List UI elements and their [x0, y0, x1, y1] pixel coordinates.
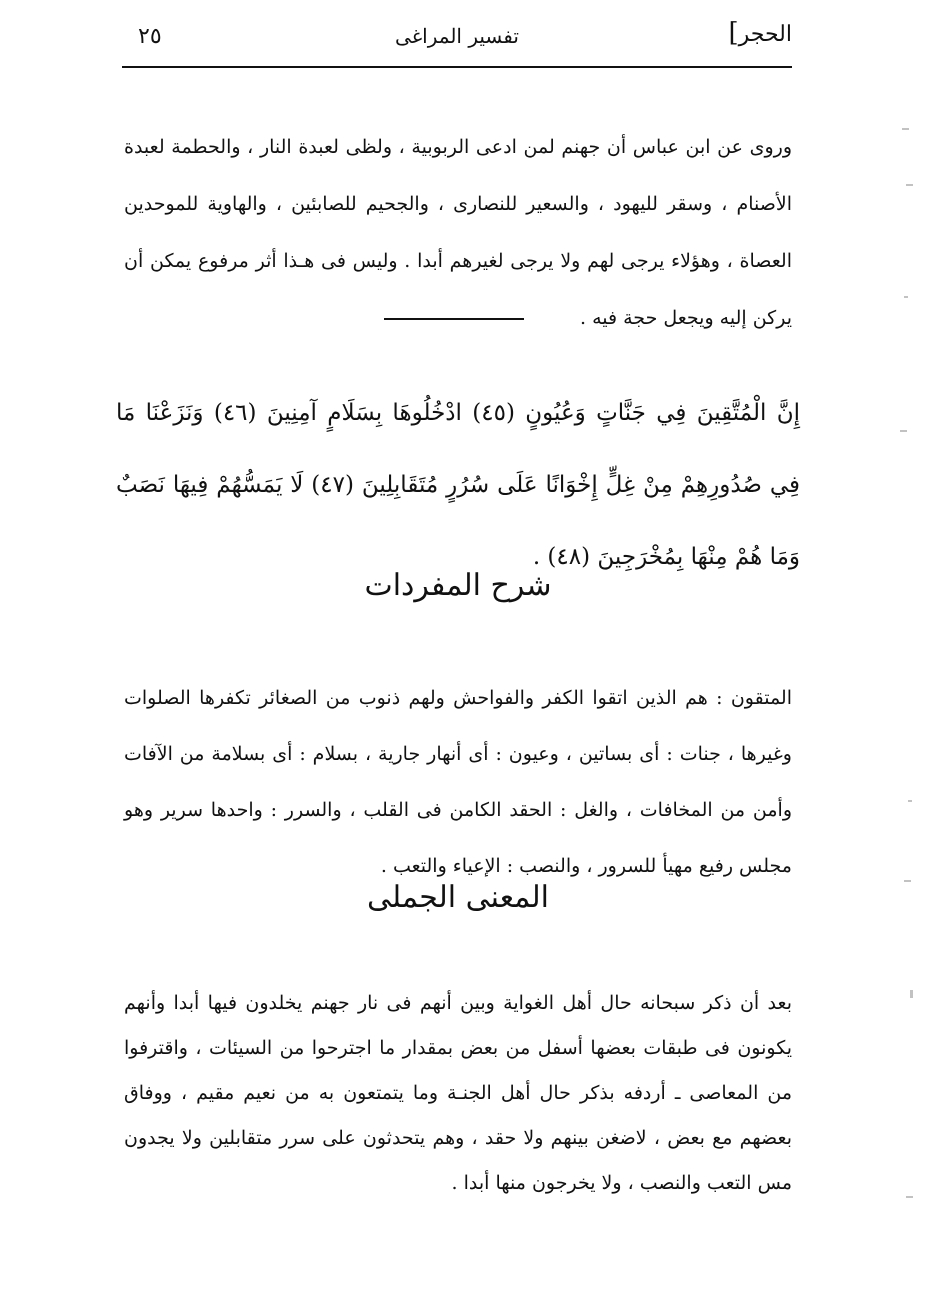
- vocabulary-paragraph: المتقون : هم الذين اتقوا الكفر والفواحش ولهم ذنوب من الصغائر تكفرها الصلوات وغيرها ، جنات : أى بساتين ، وعيون : أى أنهار جارية ، بسلام : أى بسلامة من الآفات وأمن من المخافات ، والغل : الحقد الكامن فى القلب ، والسرر : واحدها سرير وهو مجلس رفيع مهيأ للسرور ، والنصب : الإعياء والتعب .: [124, 687, 792, 877]
- scan-speck: [908, 800, 912, 802]
- scan-speck: [906, 184, 913, 186]
- vocabulary-heading: شرح المفردات: [364, 568, 552, 603]
- surah-label: الحجر: [738, 22, 792, 47]
- meaning-heading: المعنى الجملى: [366, 880, 549, 915]
- scan-speck: [902, 128, 909, 130]
- scan-speck: [906, 1196, 913, 1198]
- scan-speck: [904, 296, 908, 298]
- narration-paragraph: وروى عن ابن عباس أن جهنم لمن ادعى الربوبية ، ولظى لعبدة النار ، والحطمة لعبدة الأصنام ، وسقر لليهود ، والسعير للنصارى ، والجحيم للصابئين ، والهاوية للموحدين العصاة ، وهؤلاء يرجى لهم ولا يرجى لغيرهم أبدا . وليس فى هـذا أثر مرفوع يمكن أن يركن إليه ويجعل حجة فيه .: [124, 136, 792, 329]
- running-header: [122, 14, 792, 68]
- meaning-paragraph: بعد أن ذكر سبحانه حال أهل الغواية وبين أنهم فى نار جهنم يخلدون فيها أبدا وأنهم يكونون فى طبقات بعضها أسفل من بعض بمقدار ما اجترحوا من السيئات ، واقترفوا من المعاصى ـ أردفه بذكر حال أهل الجنـة وما يتمتعون به من نعيم مقيم ، ووفاق بعضهم مع بعض ، لاضغن بينهم ولا حقد ، وهم يتحدثون على سرر متقابلين ولا يجدون مس التعب والنصب ، ولا يخرجون منها أبدا .: [124, 992, 792, 1194]
- scan-speck: [900, 430, 907, 432]
- header-bracket: ]: [728, 18, 739, 48]
- page-number: ٢٥: [138, 24, 162, 49]
- section-divider: [384, 318, 524, 320]
- quran-verses: إِنَّ الْمُتَّقِينَ فِي جَنَّاتٍ وَعُيُونٍ (٤٥) ادْخُلُوهَا بِسَلَامٍ آمِنِينَ (٤٦) وَنَزَعْنَا مَا فِي صُدُورِهِمْ مِنْ غِلٍّ إِخْوَانًا عَلَى سُرُرٍ مُتَقَابِلِينَ (٤٧) لَا يَمَسُّهُمْ فِيهَا نَصَبٌ وَمَا هُمْ مِنْهَا بِمُخْرَجِينَ (٤٨) .: [116, 400, 801, 570]
- book-title: تفسير المراغى: [395, 24, 519, 48]
- scan-speck: [904, 880, 911, 882]
- scan-speck: [910, 990, 913, 998]
